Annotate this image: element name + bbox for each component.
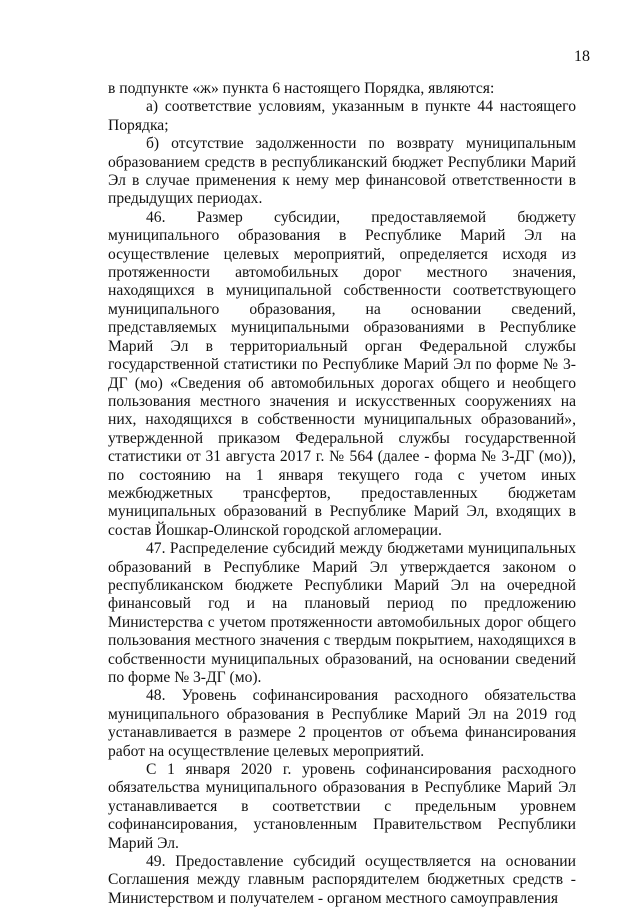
page-number: 18 [574, 48, 590, 65]
document-body [108, 80, 576, 908]
paragraph-48-continued: С 1 января 2020 г. уровень софинансирования расходного обязательства муниципального образования в Республике Марий Эл устанавливается в соответствии с предельным уровнем софинансирования, установленным Правительством Республики Марий Эл. [108, 761, 576, 852]
paragraph-49: 49. Предоставление субсидий осуществляется на основании Соглашения между главным распорядителем бюджетных средств - Министерством и получателем - органом местного самоуправления [108, 853, 576, 907]
paragraph-48: 48. Уровень софинансирования расходного обязательства муниципального образования в Республике Марий Эл на 2019 год устанавливается в размере 2 процентов от объема финансирования работ на осуществление целевых мероприятий. [108, 687, 576, 760]
paragraph-intro: в подпункте «ж» пункта 6 настоящего Порядка, являются: [108, 80, 495, 97]
paragraph-47: 47. Распределение субсидий между бюджетами муниципальных образований в Республике Марий Эл утверждается законом о республиканском бюджете Республики Марий Эл на очередной финансовый год и на плановый период по предложению Министерства с учетом протяженности автомобильных дорог общего пользования местного значения с твердым покрытием, находящихся в собственности муниципальных образований, на основании сведений по форме № 3-ДГ (мо). [108, 540, 576, 686]
paragraph-46: 46. Размер субсидии, предоставляемой бюджету муниципального образования в Республике Марий Эл на осуществление целевых мероприятий, определяется исходя из протяженности автомобильных дорог местного значения, находящихся в муниципальной собственности соответствующего муниципального образования, на основании сведений, представляемых муниципальными образованиями в Республике Марий Эл в территориальный орган Федеральной службы государственной статистики по Республике Марий Эл по форме № 3-ДГ (мо) «Сведения об автомобильных дорогах общего и необщего пользования местного значения и искусственных сооружениях на них, находящихся в собственности муниципальных образований», утвержденной приказом Федеральной службы государственной статистики от 31 августа 2017 г. № 564 (далее - форма № 3-ДГ (мо)), по состоянию на 1 января текущего года с учетом иных межбюджетных трансфертов, предоставленных бюджетам муниципальных образований в Республике Марий Эл, входящих в состав Йошкар-Олинской городской агломерации. [108, 208, 576, 539]
paragraph-item-b: б) отсутствие задолженности по возврату муниципальным образованием средств в республиканский бюджет Республики Марий Эл в случае применения к нему мер финансовой ответственности в предыдущих периодах. [108, 135, 576, 208]
paragraph-item-a: а) соответствие условиям, указанным в пункте 44 настоящего Порядка; [108, 98, 576, 134]
